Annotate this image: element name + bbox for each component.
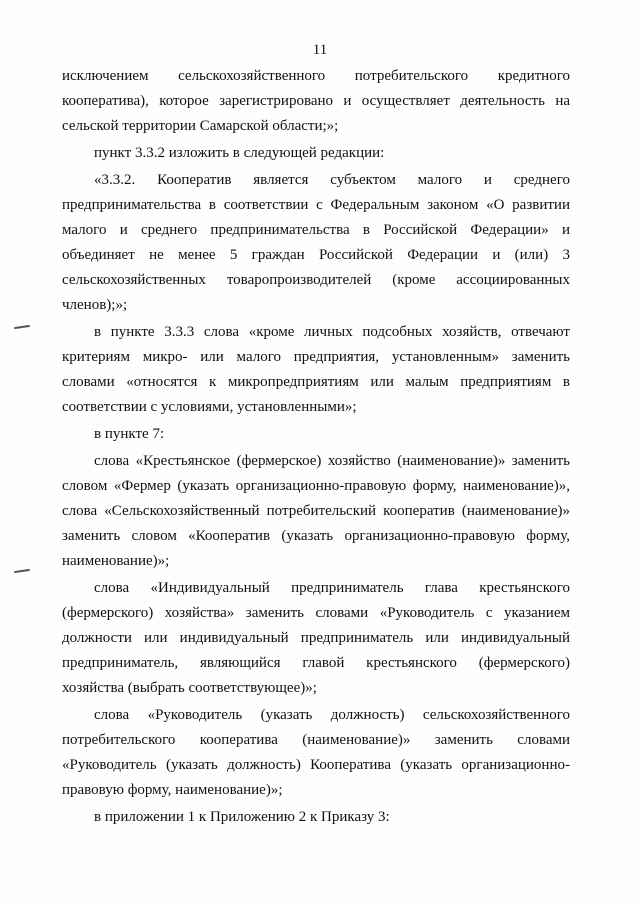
text-line: исключением сельскохозяйственного потребительского кредитного bbox=[62, 68, 570, 84]
text-line: пункт 3.3.2 изложить в следующей редакции: bbox=[94, 145, 385, 161]
text-line: наименование)»; bbox=[62, 553, 170, 569]
margin-mark bbox=[14, 325, 30, 329]
text-line: заменить словом «Кооператив (указать организационно-правовую форму, bbox=[62, 528, 570, 544]
text-line: в пункте 7: bbox=[94, 426, 165, 442]
text-line: предприниматель, являющийся главой крестьянского (фермерского) bbox=[62, 655, 570, 671]
text-line: «3.3.2. Кооператив является субъектом малого и среднего bbox=[94, 172, 570, 188]
text-line: кооператива), которое зарегистрировано и осуществляет деятельность на bbox=[62, 93, 570, 109]
text-line: в приложении 1 к Приложению 2 к Приказу 3: bbox=[94, 809, 390, 825]
text-line: сельскохозяйственных товаропроизводителей (кроме ассоциированных bbox=[62, 272, 570, 288]
text-line: словом «Фермер (указать организационно-правовую форму, наименование)», bbox=[62, 478, 570, 494]
text-line: сельской территории Самарской области;»; bbox=[62, 118, 339, 134]
text-line: должности или индивидуальный предприниматель или индивидуальный bbox=[62, 630, 570, 646]
text-line: хозяйства (выбрать соответствующее)»; bbox=[62, 680, 317, 696]
text-line: слова «Руководитель (указать должность) сельскохозяйственного bbox=[94, 707, 570, 723]
text-line: потребительского кооператива (наименование)» заменить словами bbox=[62, 732, 570, 748]
margin-mark bbox=[14, 569, 30, 573]
text-line: объединяет не менее 5 граждан Российской Федерации и (или) 3 bbox=[62, 247, 570, 263]
text-line: малого и среднего предпринимательства в Российской Федерации» и bbox=[62, 222, 570, 238]
text-line: словами «относятся к микропредприятиям или малым предприятиям в bbox=[62, 374, 570, 390]
text-line: соответствии с условиями, установленными»; bbox=[62, 399, 357, 415]
text-line: членов);»; bbox=[62, 297, 128, 313]
text-line: слова «Сельскохозяйственный потребительский кооператив (наименование)» bbox=[62, 503, 570, 519]
text-line: слова «Крестьянское (фермерское) хозяйство (наименование)» заменить bbox=[94, 453, 570, 469]
text-line: слова «Индивидуальный предприниматель глава крестьянского bbox=[94, 580, 570, 596]
text-line: в пункте 3.3.3 слова «кроме личных подсобных хозяйств, отвечают bbox=[94, 324, 570, 340]
page-number: 11 bbox=[312, 42, 328, 58]
text-line: «Руководитель (указать должность) Кооператива (указать организационно- bbox=[62, 757, 570, 773]
text-line: критериям микро- или малого предприятия, установленным» заменить bbox=[62, 349, 570, 365]
text-line: правовую форму, наименование)»; bbox=[62, 782, 283, 798]
text-line: (фермерского) хозяйства» заменить словами «Руководитель с указанием bbox=[62, 605, 570, 621]
text-line: предпринимательства в соответствии с Федеральным законом «О развитии bbox=[62, 197, 570, 213]
